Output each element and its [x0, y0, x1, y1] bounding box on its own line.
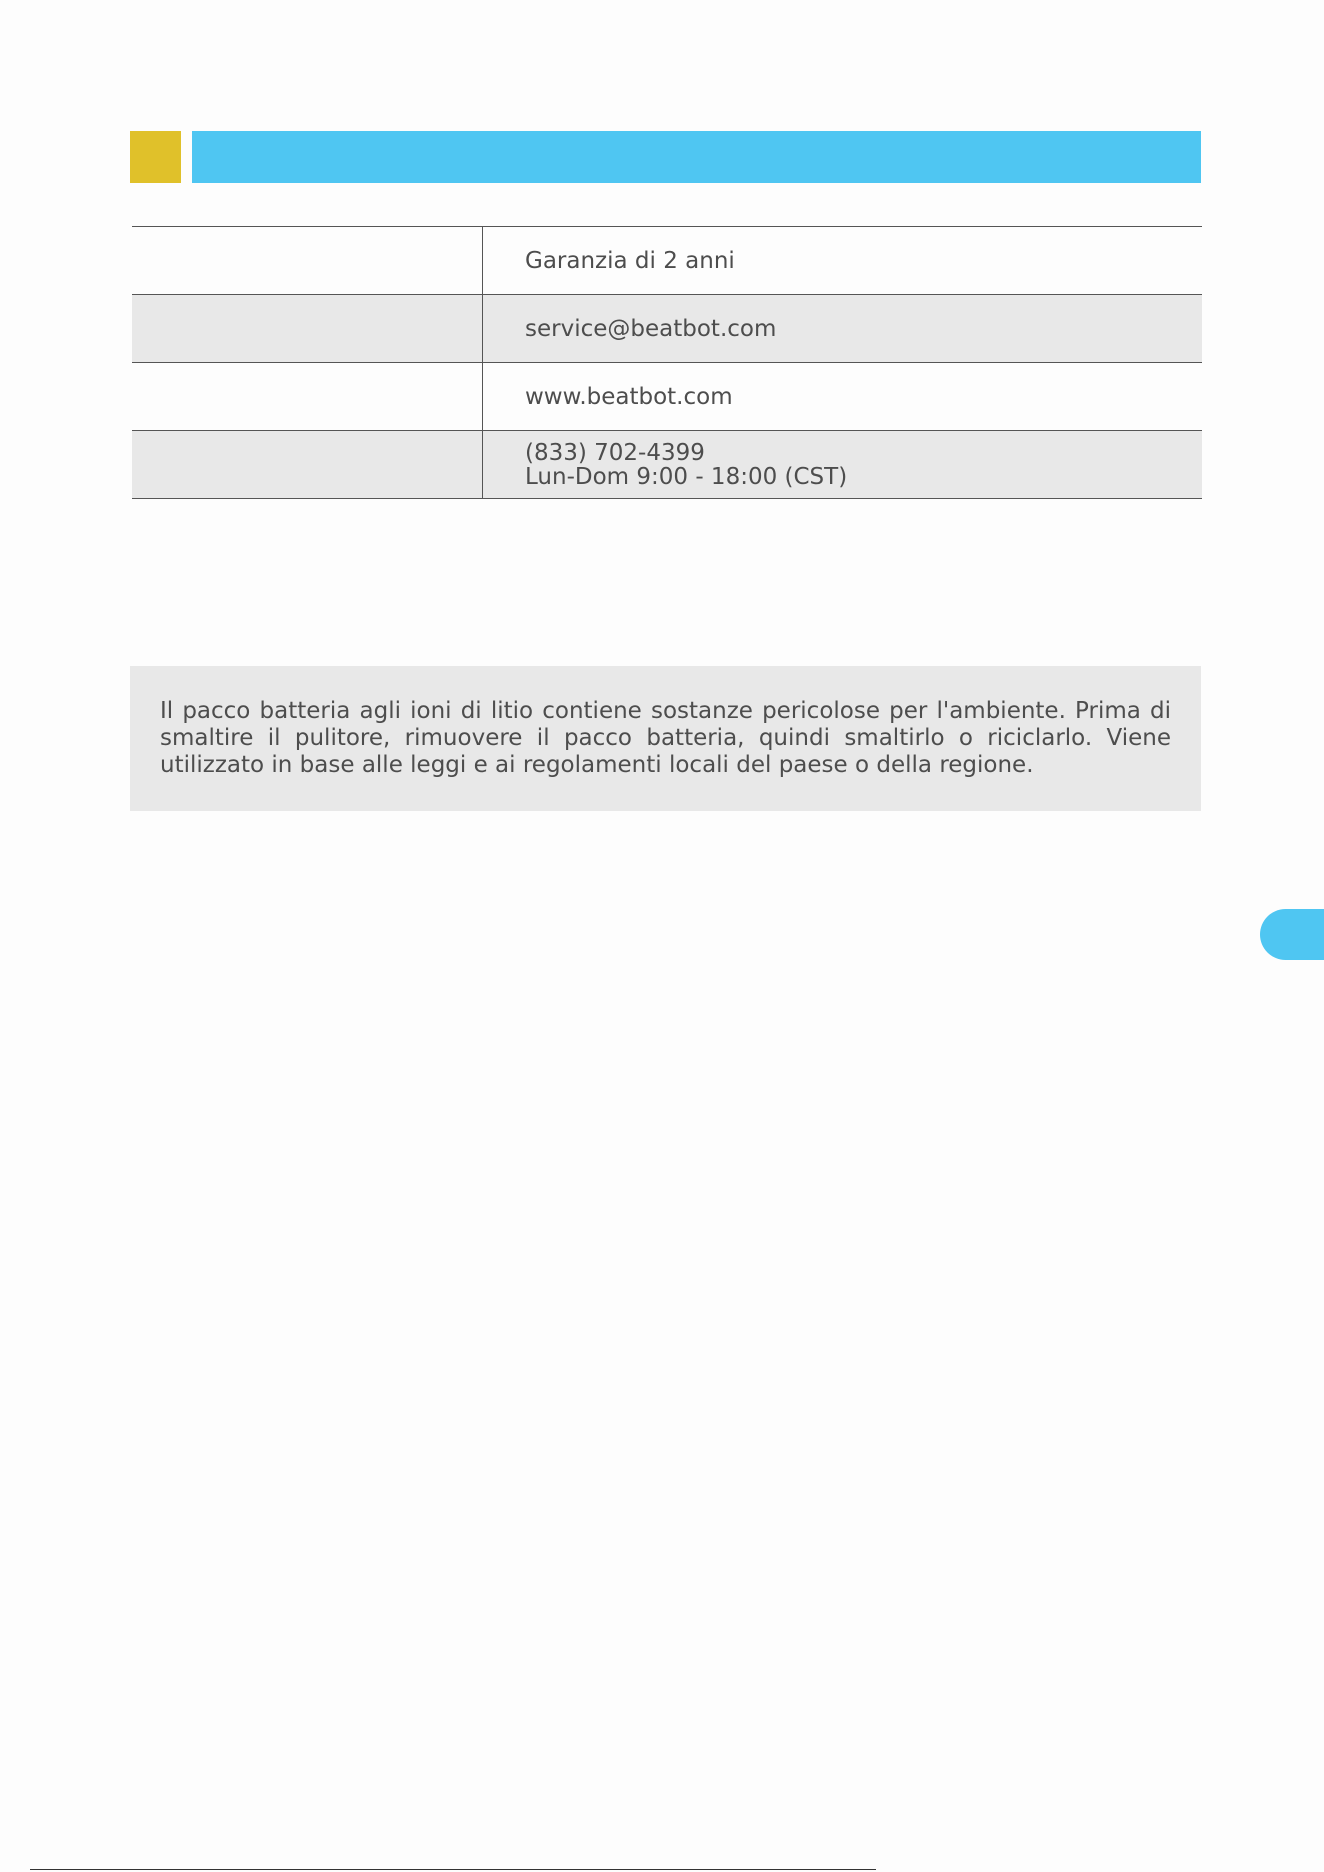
row-label-cell: [132, 227, 483, 294]
warranty-value: Garanzia di 2 anni: [525, 247, 735, 274]
table-row-warranty: [132, 227, 1202, 295]
footer-rule: [30, 1869, 876, 1870]
row-label-cell: [132, 295, 483, 362]
row-label-cell: [132, 363, 483, 430]
row-value-cell: [483, 363, 1202, 430]
website-link[interactable]: www.beatbot.com: [525, 383, 733, 410]
table-row-website: [132, 363, 1202, 431]
support-info-table: [132, 226, 1202, 499]
row-value-cell: [483, 295, 1202, 362]
table-row-phone: [132, 431, 1202, 499]
section-header-bar: [192, 131, 1201, 183]
table-row-email: [132, 295, 1202, 363]
section-marker-square: [130, 131, 181, 183]
support-hours: Lun-Dom 9:00 - 18:00 (CST): [525, 463, 848, 490]
battery-disposal-notice: [130, 666, 1201, 811]
phone-number: (833) 702-4399: [525, 439, 705, 466]
row-label-cell: [132, 431, 483, 498]
chapter-side-tab: [1260, 909, 1324, 960]
support-email-link[interactable]: service@beatbot.com: [525, 315, 777, 342]
row-value-cell: [483, 431, 1202, 498]
notice-text: Il pacco batteria agli ioni di litio contiene sostanze pericolose per l'ambiente. Prima di smaltire il pulitore, rimuovere il pacco batteria, quindi smaltirlo o riciclarlo. Viene utilizzato in base alle leggi e ai regolamenti locali del paese o della regione.: [160, 698, 1171, 778]
row-value-cell: [483, 227, 1202, 294]
